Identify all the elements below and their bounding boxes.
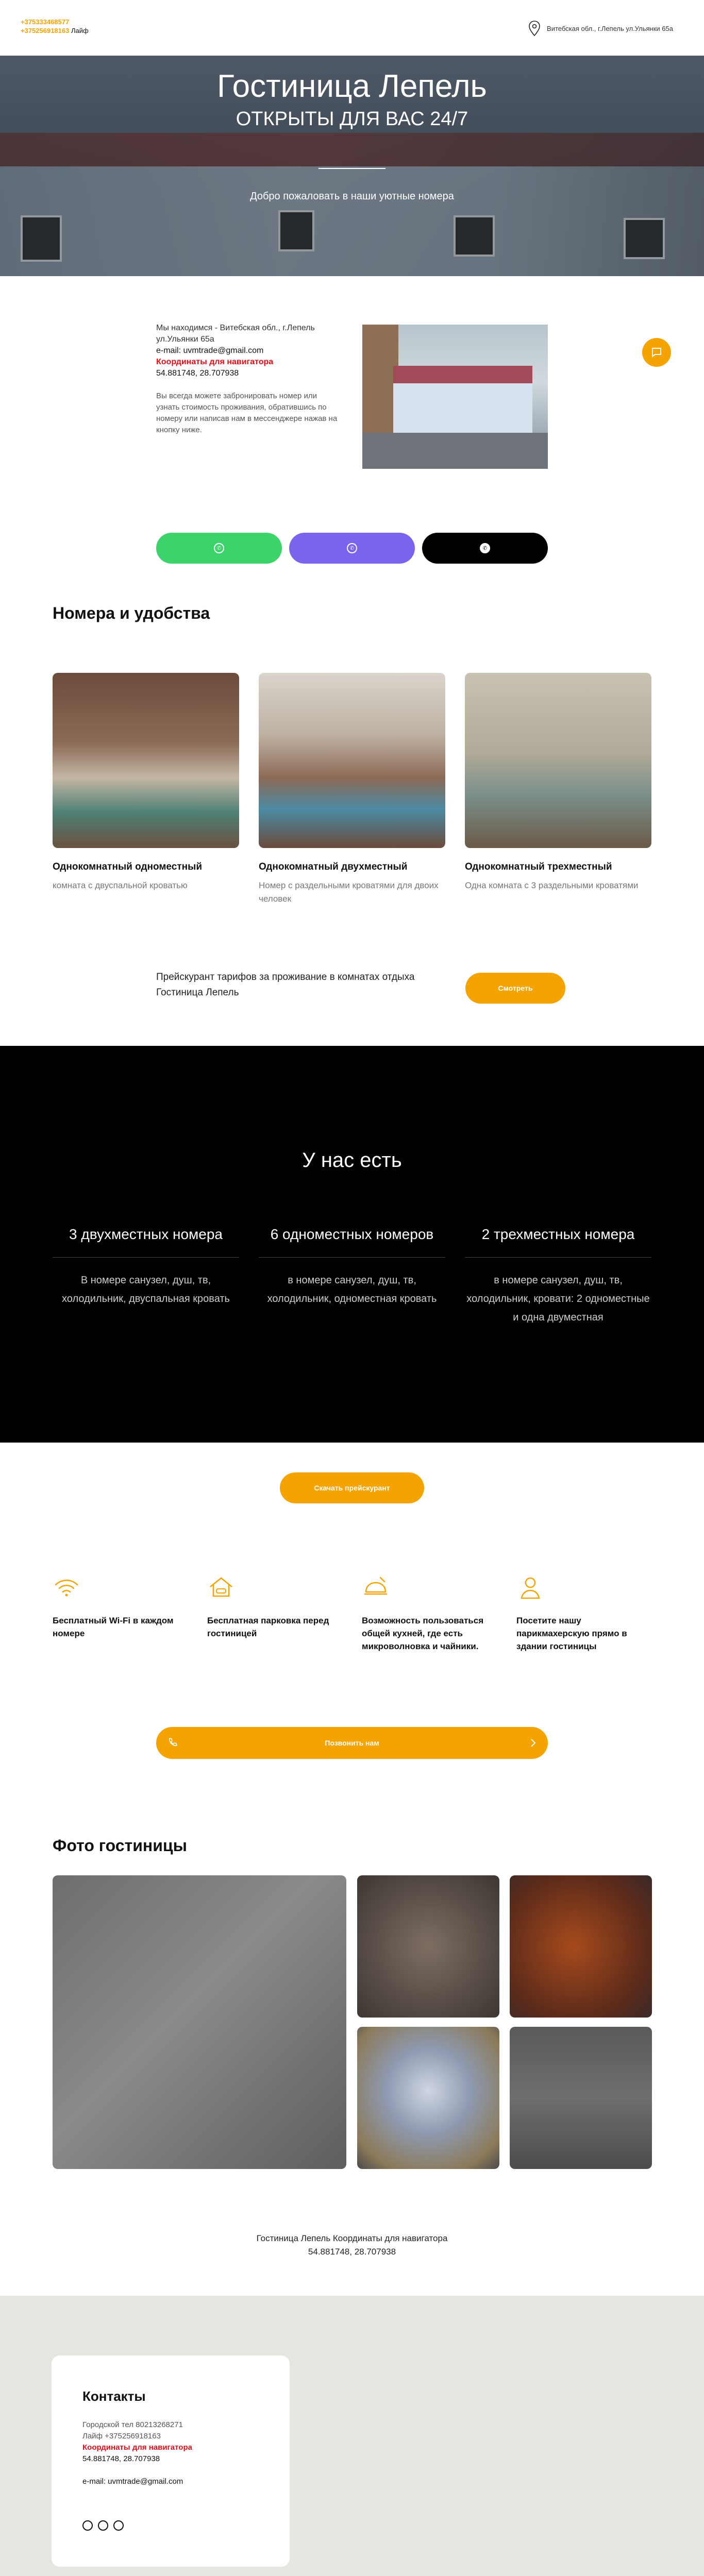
feature-item: [53, 1573, 192, 1640]
header-address-text: Витебская обл., г.Лепель ул.Ульянки 65а: [547, 24, 673, 32]
feature-text: Возможность пользоваться общей кухней, где есть микроволновка и чайники.: [362, 1616, 484, 1651]
room-title: Однокомнатный трехместный: [465, 861, 612, 872]
room-card[interactable]: [465, 673, 651, 892]
header-address: [528, 21, 673, 36]
phone-link-1[interactable]: +375333468577: [21, 18, 70, 26]
call-us-button[interactable]: [156, 1727, 548, 1759]
hotel-exterior-photo: [362, 325, 548, 469]
room-description: Одна комната с 3 раздельными кроватями: [465, 880, 639, 890]
phone-icon: [167, 1737, 178, 1748]
contacts-email[interactable]: e-mail: uvmtrade@gmail.com: [82, 2477, 183, 2486]
room-type-divider: [465, 1257, 651, 1258]
call-us-label: Позвонить нам: [325, 1739, 379, 1747]
chat-icon: [650, 346, 663, 359]
contacts-card: [52, 2355, 290, 2567]
phone-icon: ✆: [480, 543, 490, 553]
viber-icon: ✆: [347, 543, 357, 553]
wifi-icon: [53, 1573, 80, 1601]
room-description: комната с двуспальной кроватью: [53, 880, 188, 890]
header-phones: [21, 18, 89, 35]
feature-text: Бесплатная парковка перед гостиницей: [207, 1616, 329, 1638]
gallery-photo[interactable]: [53, 1875, 346, 2169]
whatsapp-icon[interactable]: [82, 2520, 93, 2531]
room-photo: [259, 673, 445, 848]
feature-item: [362, 1573, 501, 1653]
room-type-column: [259, 1226, 445, 1308]
download-price-button[interactable]: Скачать прейскурант: [280, 1472, 424, 1503]
gallery-photo[interactable]: [510, 1875, 652, 2018]
rooms-section-title: Номера и удобства: [53, 604, 210, 622]
feature-text: Бесплатный Wi-Fi в каждом номере: [53, 1616, 174, 1638]
room-type-description: в номере санузел, душ, тв, холодильник, кровати: 2 одноместные и одна двуместная: [466, 1275, 650, 1323]
room-description: Номер с раздельными кроватями для двоих человек: [259, 880, 439, 904]
room-type-column: [53, 1226, 239, 1308]
room-title: Однокомнатный двухместный: [259, 861, 408, 872]
site-header: [0, 0, 704, 56]
viber-button[interactable]: [289, 533, 415, 564]
contacts-coords: 54.881748, 28.707938: [82, 2454, 160, 2463]
barber-icon: [516, 1573, 544, 1601]
parking-icon: [207, 1573, 235, 1601]
whatsapp-button[interactable]: [156, 533, 282, 564]
contacts-title: Контакты: [82, 2388, 146, 2404]
phone-2-number: +375256918163: [21, 27, 70, 35]
gallery-photo[interactable]: [357, 1875, 499, 2018]
contacts-city-phone[interactable]: Городской тел 80213268271: [82, 2420, 183, 2429]
amenities-section: [0, 1046, 704, 1443]
room-type-description: в номере санузел, душ, тв, холодильник, одноместная кровать: [267, 1275, 437, 1304]
hero-welcome: Добро пожаловать в наши уютные номера: [250, 191, 454, 202]
feature-text: Посетите нашу парикмахерскую прямо в здании гостиницы: [516, 1616, 627, 1651]
info-coords-label: Координаты для навигатора: [156, 358, 274, 366]
navigator-caption-line2: 54.881748, 28.707938: [308, 2247, 396, 2257]
viber-icon[interactable]: [98, 2520, 108, 2531]
room-type-title: 2 трехместных номера: [481, 1226, 635, 1242]
info-address-2: ул.Ульянки 65а: [156, 335, 214, 344]
contacts-social-links: [82, 2520, 124, 2531]
contacts-details: [82, 2419, 192, 2487]
contacts-coords-label: Координаты для навигатора: [82, 2443, 192, 2452]
feature-item: [516, 1573, 656, 1653]
info-email[interactable]: e-mail: uvmtrade@gmail.com: [156, 346, 264, 355]
room-type-title: 3 двухместных номера: [69, 1226, 223, 1242]
gallery-photo[interactable]: [510, 2027, 652, 2169]
price-list-text: Прейскурант тарифов за проживание в комнатах отдыха Гостиница Лепель: [156, 972, 415, 998]
hero-subtitle: ОТКРЫТЫ ДЛЯ ВАС 24/7: [236, 108, 468, 130]
price-view-button[interactable]: Смотреть: [465, 973, 565, 1004]
navigator-caption-line1: Гостиница Лепель Координаты для навигатора: [256, 2233, 448, 2243]
phone-button[interactable]: [422, 533, 548, 564]
info-block: [156, 323, 342, 436]
phone-icon[interactable]: [113, 2520, 124, 2531]
hero-title: Гостиница Лепель: [217, 69, 487, 104]
room-card[interactable]: [259, 673, 445, 906]
navigator-caption: [0, 2232, 704, 2259]
feature-item: [207, 1573, 346, 1640]
room-photo: [465, 673, 651, 848]
gallery-photo[interactable]: [357, 2027, 499, 2169]
room-title: Однокомнатный одноместный: [53, 861, 203, 872]
room-type-title: 6 одноместных номеров: [270, 1226, 434, 1242]
location-pin-icon: [528, 21, 541, 36]
hero-divider: [319, 168, 385, 169]
info-description: Вы всегда можете забронировать номер или узнать стоимость проживания, обратившись по номеру или написав нам в мессенджере нажав на кнопку ниже.: [156, 392, 338, 434]
room-type-divider: [259, 1257, 445, 1258]
photos-section-title: Фото гостиницы: [53, 1836, 187, 1855]
room-type-divider: [53, 1257, 239, 1258]
phone-link-2[interactable]: [21, 26, 89, 35]
room-photo: [53, 673, 239, 848]
contacts-life-phone[interactable]: Лайф +375256918163: [82, 2432, 161, 2441]
chevron-right-icon: [530, 1738, 537, 1748]
whatsapp-icon: ✆: [214, 543, 224, 553]
room-type-description: В номере санузел, душ, тв, холодильник, двуспальная кровать: [62, 1275, 230, 1304]
info-coords: 54.881748, 28.707938: [156, 369, 239, 378]
info-address-1: Мы находимся - Витебская обл., г.Лепель: [156, 324, 315, 332]
room-card[interactable]: [53, 673, 239, 892]
chat-widget-button[interactable]: [642, 338, 671, 367]
room-type-column: [465, 1226, 651, 1327]
kitchen-icon: [362, 1573, 390, 1601]
phone-2-suffix: Лайф: [71, 27, 89, 35]
amenities-title: У нас есть: [302, 1149, 402, 1172]
hero-banner: [0, 56, 704, 276]
